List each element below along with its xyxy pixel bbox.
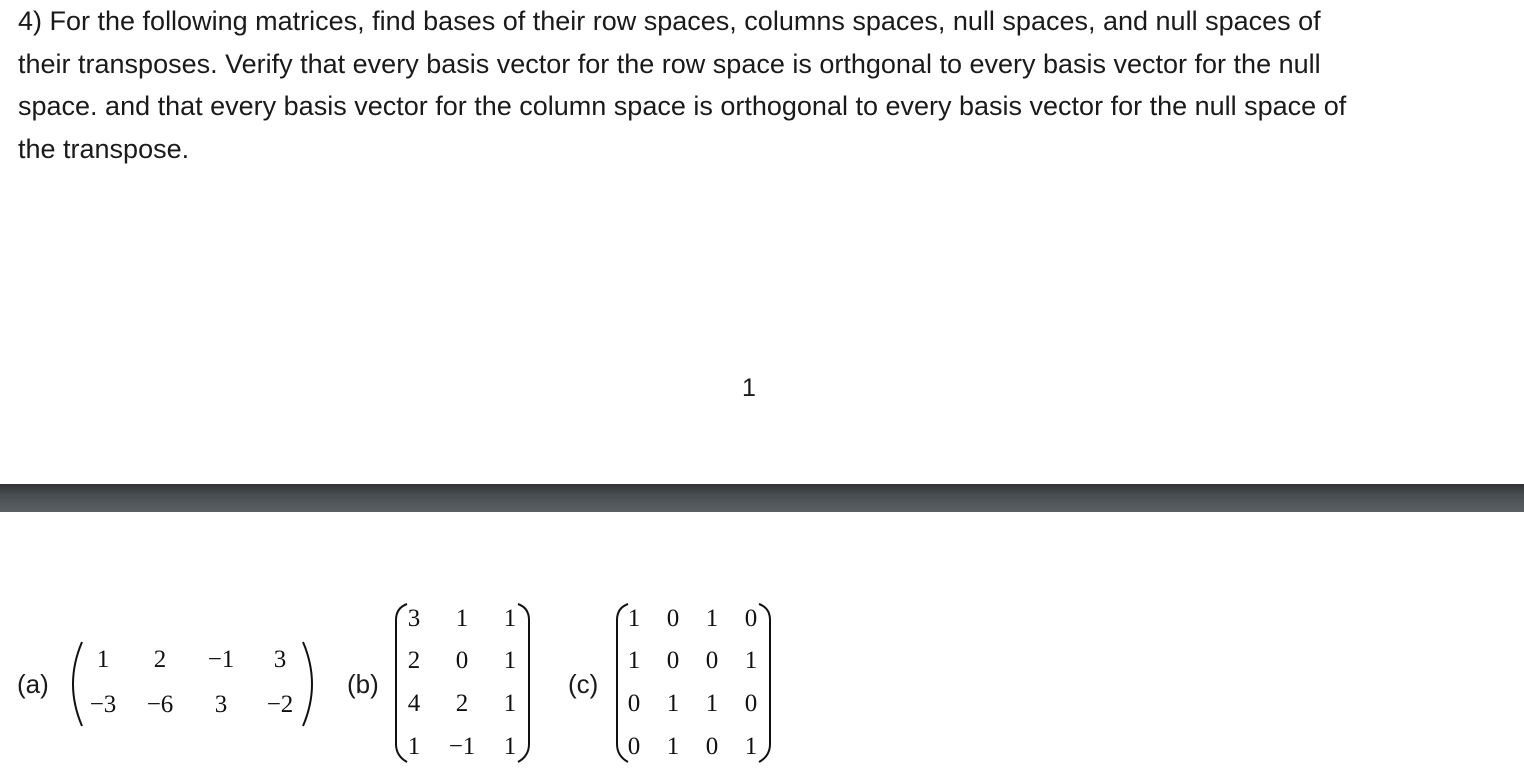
matrix-a-entry: −2	[266, 691, 294, 718]
matrix-a-entry: 3	[273, 646, 287, 673]
matrix-c	[0, 512, 1524, 782]
matrix-b-entry: 4	[407, 690, 421, 717]
matrix-b-entry: 0	[455, 647, 469, 674]
matrix-a-entry: 2	[153, 646, 167, 673]
matrix-b-entry: 3	[407, 605, 421, 632]
matrix-b-entry: 1	[455, 605, 469, 632]
matrix-b-entry: 1	[407, 733, 421, 760]
matrix-c-entry: 0	[666, 647, 680, 674]
matrix-c-entry: 0	[666, 605, 680, 632]
matrix-c-entries	[628, 605, 758, 760]
problem-line: 4) For the following matrices, find bases of their row spaces, columns spaces, null spaces, and null spaces of	[18, 6, 1321, 36]
problem-statement	[18, 0, 1498, 170]
matrix-a-entry: −3	[89, 691, 117, 718]
problem-line: their transposes. Verify that every basis vector for the row space is orthgonal to every basis vector for the null	[18, 48, 1321, 79]
matrix-c-entry: 0	[627, 690, 641, 717]
matrix-c-right-paren	[759, 604, 770, 762]
matrix-a-entry: −1	[207, 646, 235, 673]
matrix-b-entry: 2	[455, 690, 469, 717]
matrix-c-label: (c)	[568, 669, 599, 699]
matrix-b-entry: 1	[503, 605, 517, 632]
matrix-b-entry: 2	[407, 647, 421, 674]
matrix-c-entry: 1	[666, 733, 680, 760]
matrix-a-entry: 1	[96, 646, 110, 673]
matrix-c-entry: 0	[744, 690, 758, 717]
matrix-c-entry: 0	[705, 647, 719, 674]
page-2	[0, 512, 1524, 782]
matrix-c-entry: 0	[627, 733, 641, 760]
matrix-a-entry: 3	[214, 691, 228, 718]
matrix-c-entry: 1	[666, 690, 680, 717]
matrix-c-entry: 1	[744, 647, 758, 674]
matrix-b-label: (b)	[347, 669, 379, 699]
matrix-c-entry: 0	[744, 605, 758, 632]
matrix-c-entry: 0	[705, 733, 719, 760]
matrix-c-entry: 1	[744, 733, 758, 760]
matrix-c-entry: 1	[705, 605, 719, 632]
matrix-c-entry: 1	[705, 690, 719, 717]
matrix-c-entry: 1	[627, 605, 641, 632]
matrix-b-entry: 1	[503, 733, 517, 760]
matrix-c-left-paren	[617, 604, 628, 762]
problem-line: space. and that every basis vector for the column space is orthogonal to every basis vector for the null space of	[18, 91, 1347, 121]
page-number: 1	[742, 374, 756, 402]
matrix-b-entry: −1	[448, 733, 476, 760]
matrix-b-entry: 1	[503, 690, 517, 717]
matrix-a-entry: −6	[146, 691, 174, 718]
page-separator	[0, 484, 1524, 512]
matrix-b-entry: 1	[503, 647, 517, 674]
problem-line: the transpose.	[18, 133, 190, 164]
matrix-c-entry: 1	[627, 647, 641, 674]
matrix-a-label: (a)	[17, 669, 49, 699]
